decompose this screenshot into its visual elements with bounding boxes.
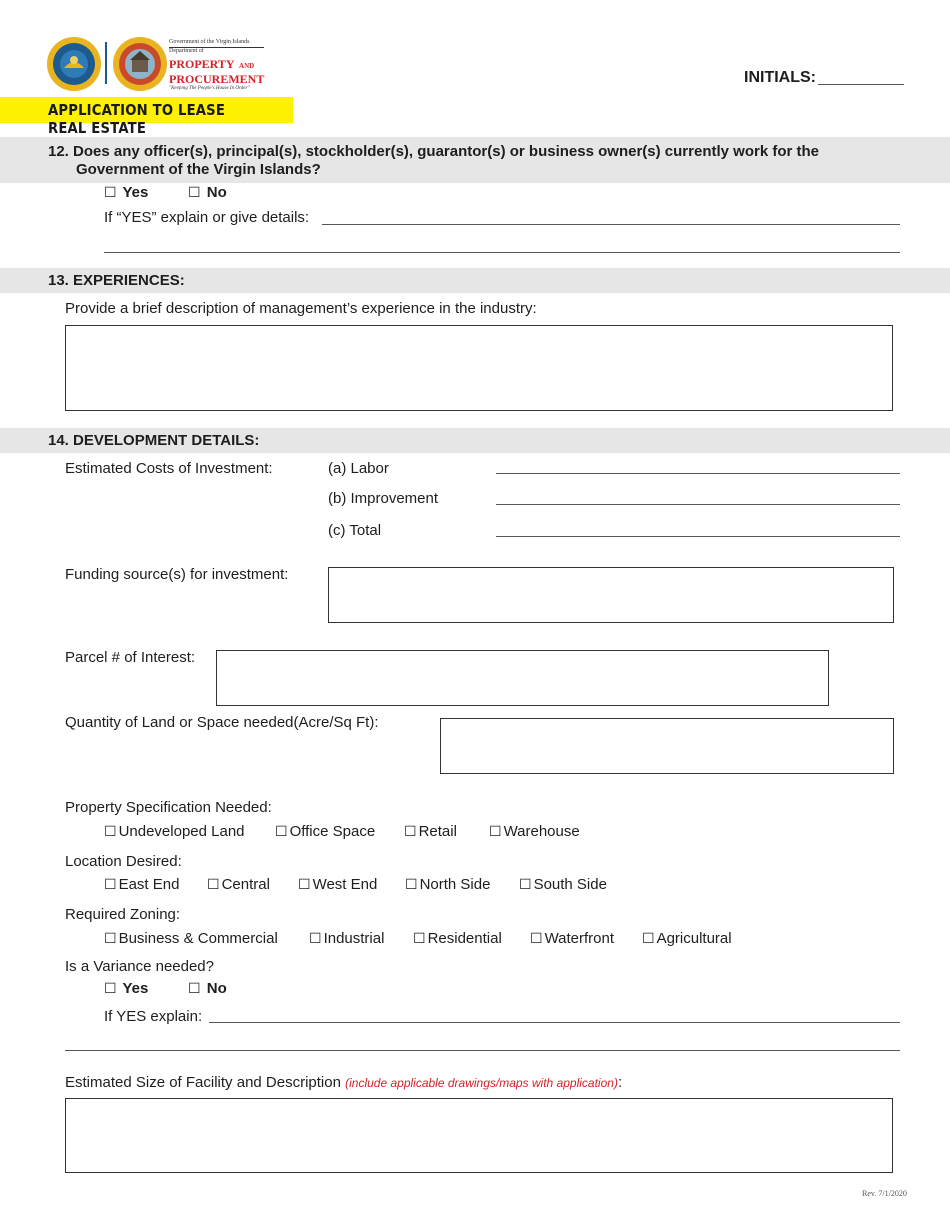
logo-divider [105, 42, 107, 84]
variance-label: Is a Variance needed? [65, 958, 214, 975]
parcel-input[interactable] [216, 650, 829, 706]
property-option-warehouse[interactable]: ☐ Warehouse [489, 823, 580, 840]
variance-yes-checkbox[interactable]: ☐ Yes [104, 980, 149, 997]
zoning-option-business[interactable]: ☐ Business & Commercial [104, 930, 278, 947]
facility-colon: : [617, 1074, 623, 1091]
variance-explain-label: If YES explain: [104, 1008, 203, 1025]
property-option-undeveloped[interactable]: ☐ Undeveloped Land [104, 823, 245, 840]
experience-textarea[interactable] [65, 325, 893, 411]
variance-explain-field-2[interactable] [65, 1050, 900, 1051]
total-field[interactable] [496, 536, 900, 537]
virgin-islands-seal-icon [46, 36, 102, 92]
dept-of-label: Department of [169, 47, 264, 55]
property-procurement-seal-icon [112, 36, 168, 92]
q13-prompt: Provide a brief description of management’s experience in the industry: [65, 300, 537, 317]
facility-label-row [65, 1074, 622, 1092]
facility-textarea[interactable] [65, 1098, 893, 1173]
q12-yes-checkbox[interactable]: ☐ Yes [104, 184, 149, 201]
location-option-north-side[interactable]: ☐ North Side [405, 876, 491, 893]
q12-question-line1: 12. Does any officer(s), principal(s), stockholder(s), guarantor(s) or business owner(s) currently work for the [48, 143, 819, 160]
location-option-central[interactable]: ☐ Central [207, 876, 270, 893]
form-title: APPLICATION TO LEASE REAL ESTATE [48, 101, 226, 137]
q12-explain-field-2[interactable] [104, 252, 900, 253]
location-label: Location Desired: [65, 853, 182, 870]
q12-question-line2: Government of the Virgin Islands? [76, 161, 321, 178]
q14-title: 14. DEVELOPMENT DETAILS: [48, 432, 260, 449]
zoning-label: Required Zoning: [65, 906, 181, 923]
labor-field[interactable] [496, 473, 900, 474]
q13-title: 13. EXPERIENCES: [48, 272, 185, 289]
variance-explain-field[interactable] [209, 1022, 900, 1023]
labor-label: (a) Labor [328, 460, 389, 477]
zoning-option-industrial[interactable]: ☐ Industrial [309, 930, 385, 947]
dept-name-procurement: PROCUREMENT [169, 72, 265, 86]
property-spec-label: Property Specification Needed: [65, 799, 272, 816]
initials-label: INITIALS: [744, 69, 816, 86]
variance-no-checkbox[interactable]: ☐ No [188, 980, 227, 997]
funding-textarea[interactable] [328, 567, 894, 623]
quantity-input[interactable] [440, 718, 894, 774]
q12-no-label: No [206, 184, 227, 201]
quantity-label: Quantity of Land or Space needed(Acre/Sq Ft): [65, 714, 379, 731]
location-option-east-end[interactable]: ☐ East End [104, 876, 180, 893]
cost-label: Estimated Costs of Investment: [65, 460, 273, 477]
improvement-label: (b) Improvement [328, 490, 439, 507]
header-logo [46, 34, 265, 91]
improvement-field[interactable] [496, 504, 900, 505]
property-option-retail[interactable]: ☐ Retail [404, 823, 457, 840]
q12-explain-label: If “YES” explain or give details: [104, 209, 310, 226]
initials-field[interactable] [818, 84, 904, 85]
dept-name-and: AND [239, 62, 255, 70]
zoning-option-residential[interactable]: ☐ Residential [413, 930, 502, 947]
location-option-west-end[interactable]: ☐ West End [298, 876, 378, 893]
q12-no-checkbox[interactable]: ☐ No [188, 184, 227, 201]
q12-yes-label: Yes [122, 184, 149, 201]
zoning-option-waterfront[interactable]: ☐ Waterfront [530, 930, 615, 947]
q12-explain-field[interactable] [322, 224, 900, 225]
total-label: (c) Total [328, 522, 382, 539]
tagline: "Keeping The People's House In Order" [169, 86, 250, 91]
facility-note: (include applicable drawings/maps with application) [345, 1076, 618, 1090]
property-option-office[interactable]: ☐ Office Space [275, 823, 376, 840]
funding-label: Funding source(s) for investment: [65, 566, 289, 583]
location-option-south-side[interactable]: ☐ South Side [519, 876, 607, 893]
form-title-bar [0, 97, 293, 137]
facility-label: Estimated Size of Facility and Description [65, 1074, 341, 1091]
zoning-option-agricultural[interactable]: ☐ Agricultural [642, 930, 732, 947]
gov-label: Government of the Virgin Islands [169, 39, 250, 45]
dept-name-property: PROPERTY [169, 57, 235, 71]
parcel-label: Parcel # of Interest: [65, 649, 196, 666]
revision-label: Rev. 7/1/2020 [862, 1189, 907, 1198]
